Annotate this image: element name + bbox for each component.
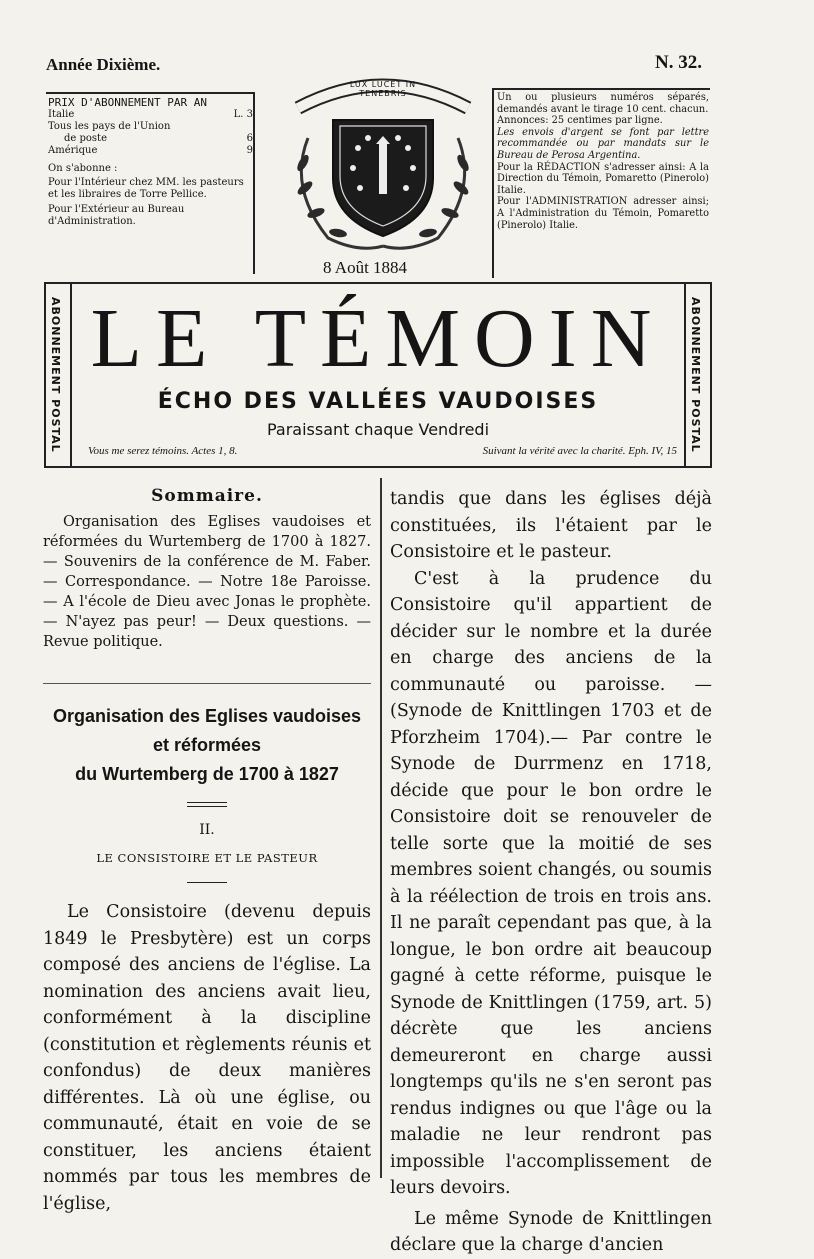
newspaper-subtitle: ÉCHO DES VALLÉES VAUDOISES — [157, 389, 599, 414]
prix-right-rule — [253, 92, 255, 274]
article-paragraph: tandis que dans les églises déjà constituées, ils l'étaient par le Consistoire et le pasteur. — [390, 489, 712, 562]
prix-title: PRIX D'ABONNEMENT PAR AN — [48, 96, 207, 109]
publication-frequency: Paraissant chaque Vendredi — [266, 420, 490, 439]
right-info-p1: Un ou plusieurs numéros séparés, demandés avant le tirage 10 cent. chacun. — [497, 92, 709, 115]
article-title — [43, 702, 371, 789]
newspaper-title: LE TÉMOIN — [90, 292, 666, 385]
right-column — [390, 486, 712, 1259]
article-title-line1: Organisation des Eglises vaudoises — [52, 706, 362, 726]
article-title-line3: du Wurtemberg de 1700 à 1827 — [75, 764, 339, 784]
emblem-motto: LUX LUCET IN TENEBRIS — [349, 80, 417, 98]
article-paragraph: Le Consistoire (devenu depuis 1849 le Presbytère) est un corps composé des anciens de l'église. La nomination des anciens avait lieu, conformément à la discipline (constitution et règlements réunis et confondus) de deux manières différentes. Là où une église, ou communauté, était en voie de se constituer, les anciens étaient nommés par tous les membres de l'église, — [43, 902, 371, 1214]
masthead-top-rule — [44, 282, 712, 284]
masthead-bottom-rule — [44, 466, 712, 468]
motto-left: Vous me serez témoins. Actes 1, 8. — [88, 445, 238, 457]
left-body — [43, 899, 371, 1217]
side-label-right: ABONNEMENT POSTAL — [689, 297, 702, 453]
title-ornament-rule — [187, 802, 227, 807]
issue-date: 8 Août 1884 — [323, 258, 408, 277]
on-sabonne: On s'abonne : — [48, 163, 118, 174]
sommaire-title: Sommaire. — [151, 486, 263, 506]
right-box-left-rule — [492, 88, 494, 278]
prix-exterieur: Pour l'Extérieur au Bureau d'Administration. — [48, 204, 185, 227]
masthead-right-rule — [710, 282, 712, 468]
prix-row: Amérique 9 — [48, 145, 253, 156]
year-label: Année Dixième. — [46, 55, 161, 74]
masthead-right-inner-rule — [684, 282, 686, 468]
article-paragraph: Le même Synode de Knittlingen déclare que la charge d'ancien — [390, 1208, 712, 1255]
column-divider — [380, 478, 382, 1178]
prix-interieur: Pour l'Intérieur chez MM. les pasteurs et les libraires de Torre Pellice. — [48, 177, 244, 200]
right-info-p2: Annonces: 25 centimes par ligne. — [497, 115, 663, 127]
right-info-p4: Pour la RÉDACTION s'adresser ainsi: A la Direction du Témoin, Pomaretto (Pinerolo) Italie. — [497, 161, 709, 196]
side-label-left: ABONNEMENT POSTAL — [49, 297, 62, 453]
sommaire-rule — [43, 683, 371, 684]
article-subhead: LE CONSISTOIRE ET LE PASTEUR — [96, 851, 318, 865]
article-title-line2: et réformées — [152, 735, 262, 755]
right-info-box — [497, 92, 709, 231]
right-info-p3: Les envois d'argent se font par lettre recommandée ou par mandats sur le Bureau de Perosa Argentina. — [497, 126, 709, 161]
prix-row: Tous les pays de l'Union — [48, 121, 171, 132]
motto-right: Suivant la vérité avec la charité. Eph. IV, 15 — [482, 445, 677, 457]
left-column — [43, 486, 371, 652]
right-info-p5: Pour l'ADMINISTRATION adresser ainsi; A l'Administration du Témoin, Pomaretto (Pinerolo) Italie. — [497, 196, 709, 231]
subhead-rule — [187, 882, 227, 883]
sommaire-text: Organisation des Eglises vaudoises et réformées du Wurtemberg de 1700 à 1827. — Souvenirs de la conférence de M. Faber. — Correspondance. — Notre 18e Paroisse. — A l'école de Dieu avec Jonas le prophète. — N'ayez pas peur! — Deux questions. — Revue politique. — [43, 514, 371, 650]
section-number: II. — [199, 822, 215, 838]
prix-top-rule — [46, 92, 253, 94]
emblem — [278, 68, 488, 258]
article-paragraph: C'est à la prudence du Consistoire qu'il appartient de décider sur le nombre et la durée en charge des anciens de la communauté ou paroisse. —(Synode de Knittlingen 1703 et de Pforzheim 1704).— Par contre le Synode de Durrmenz en 1718, décide que pour le bon ordre le Consistoire doit se renouveler de telle sorte que la moitié de ses membres soient changés, ou soumis à la réélection de trois en trois ans. Il ne paraît cependant pas que, à la longue, le bon ordre ait beaucoup gagné à cette réforme, puisque le Synode de Knittlingen (1759, art. 5) décrète que les anciens demeureront en charge aussi longtemps qu'ils ne s'en seront pas rendus indignes ou que l'âge ou la maladie ne leur rendront pas impossible l'accomplissement de leurs devoirs. — [390, 568, 712, 1198]
masthead-left-rule — [44, 282, 46, 468]
prix-row: de poste 6 — [64, 133, 253, 144]
issue-number: N. 32. — [655, 52, 702, 73]
prix-box — [48, 97, 253, 228]
right-box-top-rule — [492, 88, 710, 90]
prix-row: Italie L. 3 — [48, 109, 253, 120]
